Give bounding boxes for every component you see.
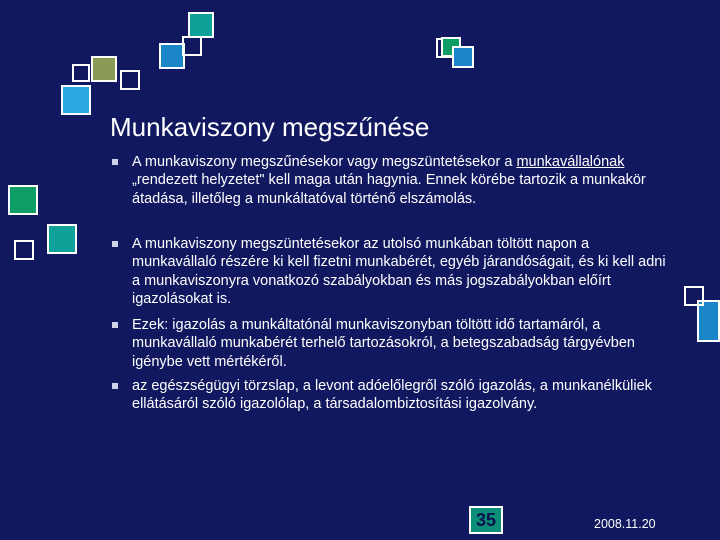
bullet-icon: [112, 322, 118, 328]
decor-square: [452, 46, 474, 68]
bullet-text: Ezek: igazolás a munkáltatónál munkaviszonyban töltött idő tartamáról, a munkavállaló munkabérét terhelő tartozásokról, a betegszabadság tárgyévben igénybe vett mértékéről.: [132, 317, 635, 370]
bullet-item: [110, 377, 670, 414]
bullet-text: A munkaviszony megszüntetésekor az utolsó munkában töltött napon a munkavállaló részére ki kell fizetni munkabérét, egyéb járandóságait, és ki kell adni a munkaviszonyra vonatkozó szabályokban és más jogszabályokban előírt igazolásokat is.: [132, 236, 666, 307]
bullet-item: [110, 316, 670, 377]
bullet-item: [110, 235, 670, 316]
decor-square: [120, 70, 140, 90]
decor-square: [188, 12, 214, 38]
slide-date: 2008.11.20: [594, 517, 656, 531]
decor-square: [697, 300, 720, 342]
decor-square: [8, 185, 38, 215]
bullet-text: „rendezett helyzetet" kell maga után hagynia. Ennek körébe tartozik a munkakör átadása, illetőleg a munkáltatóval történő elszámolás.: [132, 172, 646, 207]
bullet-list: [110, 153, 670, 414]
bullet-text: az egészségügyi törzslap, a levont adóelőlegről szóló igazolás, a munkanélküliek ellátásáról szóló igazolólap, a társadalombiztosítási igazolvány.: [132, 378, 652, 413]
decor-square: [61, 85, 91, 115]
page-number: 35: [469, 506, 503, 534]
decor-square: [182, 36, 202, 56]
decor-square: [91, 56, 117, 82]
decor-square: [72, 64, 90, 82]
bullet-item: [110, 153, 670, 235]
bullet-text: A munkaviszony megszűnésekor vagy megszüntetésekor a: [132, 154, 517, 170]
bullet-link[interactable]: munkavállalónak: [516, 154, 625, 170]
decor-square: [47, 224, 77, 254]
bullet-icon: [112, 159, 118, 165]
decor-square: [14, 240, 34, 260]
bullet-icon: [112, 383, 118, 389]
decor-square: [684, 286, 704, 306]
bullet-icon: [112, 241, 118, 247]
slide-title: Munkaviszony megszűnése: [110, 112, 430, 142]
